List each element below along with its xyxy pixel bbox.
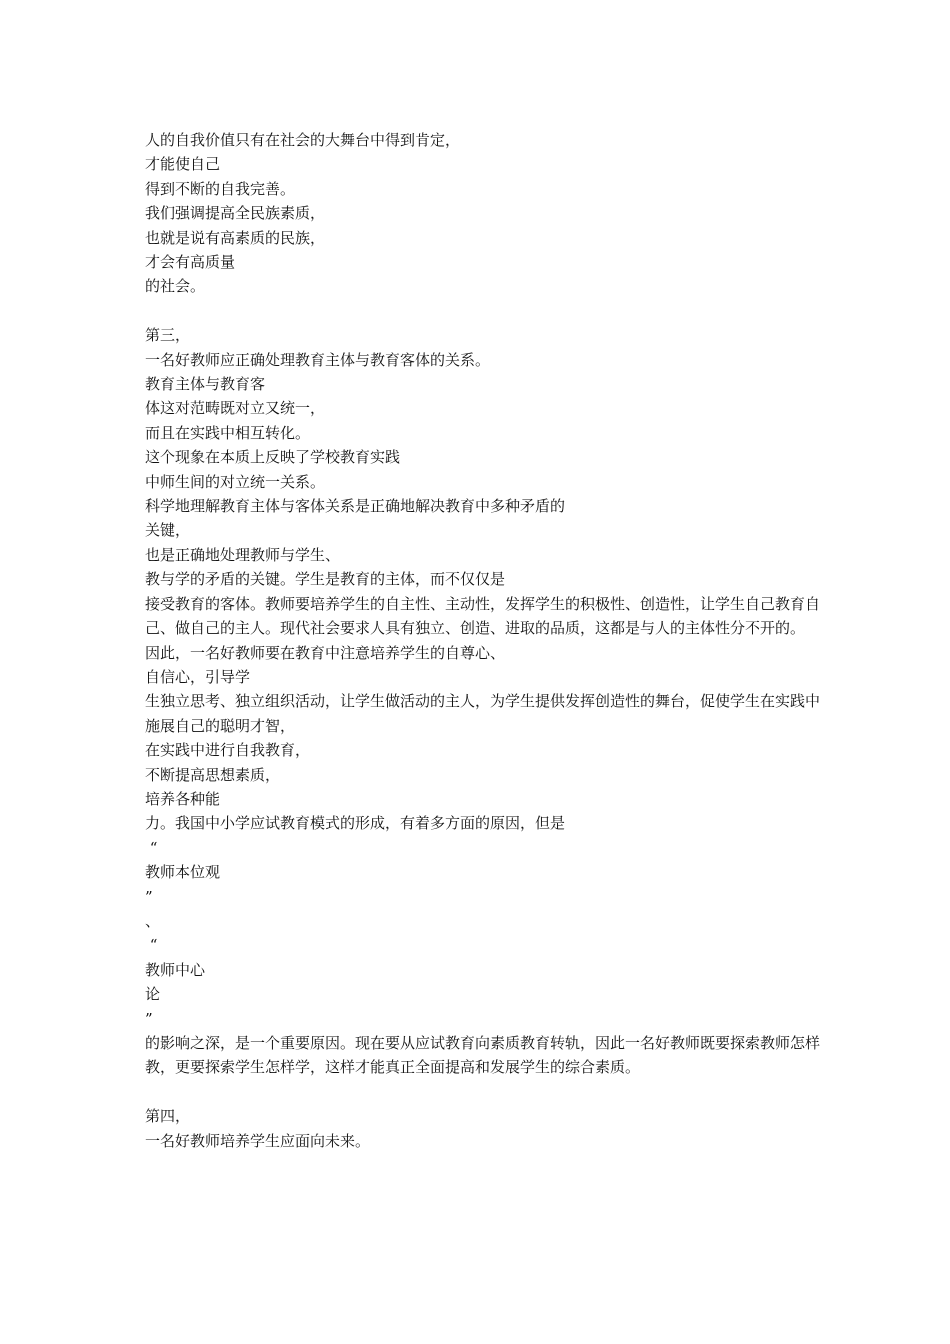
text-line: 也就是说有高素质的民族，: [145, 228, 326, 247]
text-line: 教与学的矛盾的关键。学生是教育的主体，而不仅仅是: [145, 570, 506, 589]
text-line: 自信心，引导学: [145, 667, 251, 686]
section-heading-fourth: 第四，: [145, 1107, 191, 1126]
text-line: 的社会。: [145, 277, 206, 296]
text-paragraph: 生独立思考、独立组织活动，让学生做活动的主人，为学生提供发挥创造性的舞台，促使学生在实践中施展自己的聪明才智，: [145, 692, 821, 735]
text-line: 一名好教师应正确处理教育主体与教育客体的关系。: [145, 350, 491, 369]
text-line: 体这对范畴既对立又统一，: [145, 399, 326, 418]
text-paragraph: 的影响之深，是一个重要原因。现在要从应试教育向素质教育转轨，因此一名好教师既要探索教师怎样教，更要探索学生怎样学，这样才能真正全面提高和发展学生的综合素质。: [145, 1034, 821, 1077]
text-line: 教育主体与教育客: [145, 375, 266, 394]
text-line: 关键，: [145, 521, 191, 540]
close-quote: ”: [145, 1009, 153, 1028]
text-line: 科学地理解教育主体与客体关系是正确地解决教育中多种矛盾的: [145, 497, 566, 516]
text-line: 培养各种能: [145, 789, 221, 808]
text-line: 教师本位观: [145, 863, 221, 882]
text-line: 论: [145, 985, 161, 1004]
text-line: 才能使自己: [145, 155, 221, 174]
text-line: 中师生间的对立统一关系。: [145, 472, 326, 491]
open-quote: “: [145, 936, 158, 955]
text-line: 而且在实践中相互转化。: [145, 423, 311, 442]
text-line: 才会有高质量: [145, 253, 236, 272]
open-quote: “: [145, 838, 158, 857]
text-line: 得到不断的自我完善。: [145, 179, 296, 198]
text-paragraph: 接受教育的客体。教师要培养学生的自主性、主动性，发挥学生的积极性、创造性，让学生自己教育自己、做自己的主人。现代社会要求人具有独立、创造、进取的品质，这都是与人的主体性分不开的。: [145, 594, 821, 638]
section-heading-third: 第三，: [145, 326, 191, 345]
blank-line: [145, 1080, 820, 1104]
text-line: 这个现象在本质上反映了学校教育实践: [145, 448, 401, 467]
text-line: 人的自我价值只有在社会的大舞台中得到肯定，: [145, 131, 461, 149]
text-line: 力。我国中小学应试教育模式的形成，有着多方面的原因，但是: [145, 814, 566, 833]
close-quote: ”: [145, 887, 153, 906]
text-line: 一名好教师培养学生应面向未来。: [145, 1131, 371, 1150]
document-body: [145, 128, 820, 1153]
text-line: 在实践中进行自我教育，: [145, 741, 311, 760]
blank-line: [145, 299, 820, 323]
text-line: 也是正确地处理教师与学生、: [145, 545, 341, 564]
text-line: 教师中心: [145, 960, 206, 979]
text-line: 不断提高思想素质，: [145, 765, 281, 784]
text-line: 因此，一名好教师要在教育中注意培养学生的自尊心、: [145, 643, 506, 662]
text-line: 、: [145, 911, 161, 930]
text-line: 我们强调提高全民族素质，: [145, 204, 326, 223]
